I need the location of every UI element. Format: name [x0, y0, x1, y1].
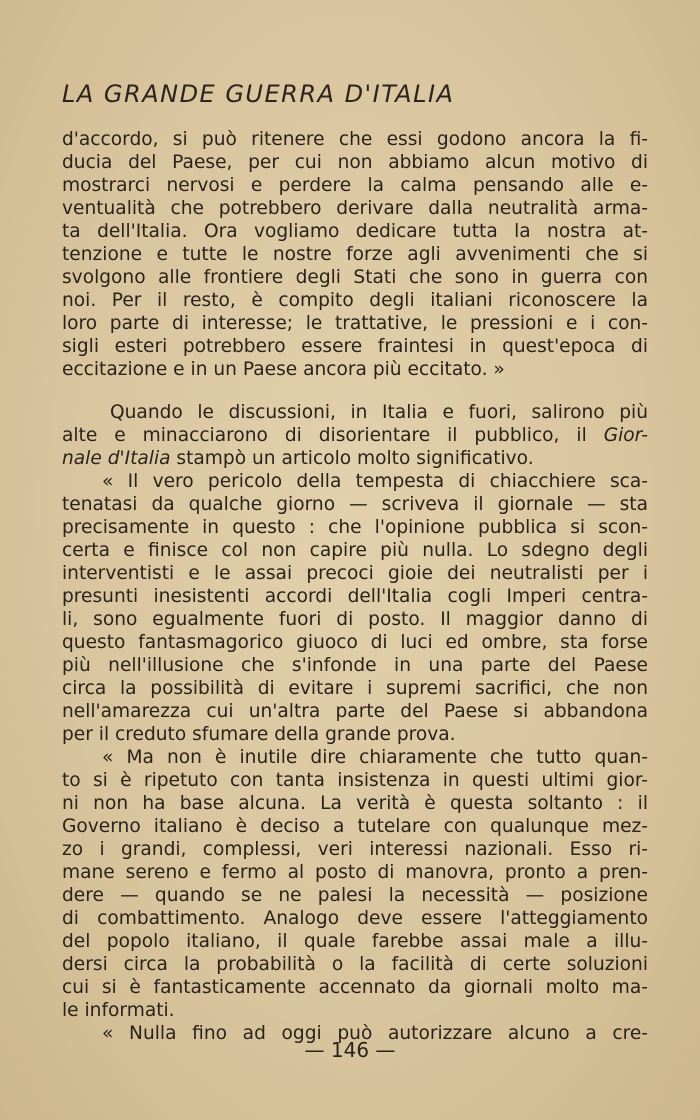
text-line: Quando le discussioni, in Italia e fuori, salirono più	[110, 402, 648, 423]
text-line: d'accordo, si può ritenere che essi godono ancora la fi-	[62, 129, 648, 150]
text-line: dersi circa la probabilità o la facilità di certe soluzioni	[62, 954, 648, 975]
text-line: alte e minacciarono di disorientare il pubblico, il Gior-	[62, 425, 648, 446]
text-line: ducia del Paese, per cui non abbiamo alcun motivo di	[62, 152, 648, 173]
text-line: ta dell'Italia. Ora vogliamo dedicare tutta la nostra at-	[62, 221, 648, 242]
paragraph-narrative	[62, 401, 648, 470]
text-line: del popolo italiano, il quale farebbe assai male a illu-	[62, 931, 648, 952]
text-line: cui si è fantasticamente accennato da giornali molto ma-	[62, 977, 648, 998]
text-line: precisamente in questo : che l'opinione pubblica si scon-	[62, 517, 648, 538]
text-line: loro parte di interesse; le trattative, le pressioni e i con-	[62, 313, 648, 334]
text-line: tenatasi da qualche giorno — scriveva il giornale — sta	[62, 494, 648, 515]
text-line: « Il vero pericolo della tempesta di chiacchiere sca-	[102, 471, 648, 492]
text-line: interventisti e le assai precoci gioie dei neutralisti per i	[62, 563, 648, 584]
paragraph-quote-2	[62, 746, 648, 1022]
text-line: per il creduto sfumare della grande prova.	[62, 724, 456, 745]
paragraph-spacer	[62, 381, 648, 401]
text-line: zo i grandi, complessi, veri interessi nazionali. Esso ri-	[62, 839, 648, 860]
text-line: ni non ha base alcuna. La verità è questa soltanto : il	[62, 793, 648, 814]
text-line: « Nulla fino ad oggi può autorizzare alcuno a cre-	[102, 1023, 648, 1044]
text-line: le informati.	[62, 1000, 175, 1021]
text-line: tenzione e tutte le nostre forze agli avvenimenti che si	[62, 244, 648, 265]
text-line: certa e finisce col non capire più nulla. Lo sdegno degli	[62, 540, 648, 561]
text-line: Governo italiano è deciso a tutelare con qualunque mez-	[62, 816, 648, 837]
running-title: LA GRANDE GUERRA D'ITALIA	[62, 80, 455, 108]
text-line: dere — quando se ne palesi la necessità — posizione	[62, 885, 648, 906]
text-line: svolgono alle frontiere degli Stati che sono in guerra con	[62, 267, 648, 288]
paragraph-quote-1	[62, 470, 648, 746]
text-line: più nell'illusione che s'infonde in una parte del Paese	[62, 655, 648, 676]
text-line: eccitazione e in un Paese ancora più eccitato. »	[62, 359, 505, 380]
text-line: circa la possibilità di evitare i supremi sacrifici, che non	[62, 678, 648, 699]
text-line: noi. Per il resto, è compito degli italiani riconoscere la	[62, 290, 648, 311]
text-line: di combattimento. Analogo deve essere l'atteggiamento	[62, 908, 648, 929]
text-line: to si è ripetuto con tanta insistenza in questi ultimi gior-	[62, 770, 648, 791]
text-line: questo fantasmagorico giuoco di luci ed ombre, sta forse	[62, 632, 648, 653]
paragraph-quote-end	[62, 128, 648, 381]
text-line: nale d'Italia stampò un articolo molto significativo.	[62, 448, 534, 469]
text-line: presunti inesistenti accordi dell'Italia cogli Imperi centra-	[62, 586, 648, 607]
page-number: — 146 —	[304, 1038, 396, 1062]
text-line: li, sono egualmente fuori di posto. Il maggior danno di	[62, 609, 648, 630]
text-line: mostrarci nervosi e perdere la calma pensando alle e-	[62, 175, 648, 196]
body-text	[62, 128, 648, 1045]
text-line: sigli esteri potrebbero essere fraintesi in quest'epoca di	[62, 336, 648, 357]
text-line: mane sereno e fermo al posto di manovra, pronto a pren-	[62, 862, 648, 883]
text-line: nell'amarezza cui un'altra parte del Paese si abbandona	[62, 701, 648, 722]
text-line: ventualità che potrebbero derivare dalla neutralità arma-	[62, 198, 648, 219]
text-line: « Ma non è inutile dire chiaramente che tutto quan-	[102, 747, 648, 768]
